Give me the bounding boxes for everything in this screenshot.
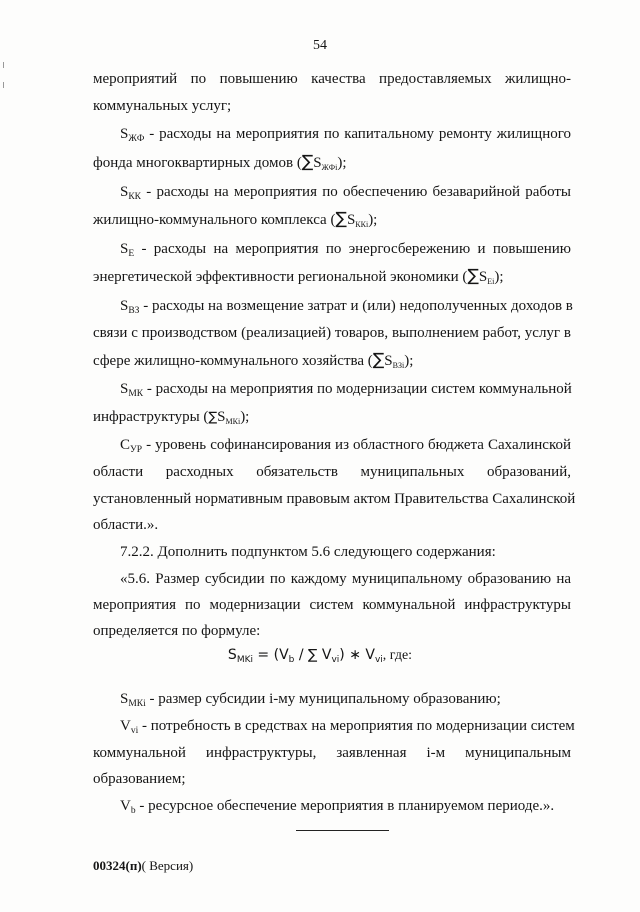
symbol: S [120,298,129,314]
sum-subscript: ККi [355,220,369,229]
definition-text: - расходы на мероприятия по энергосбережению и повышению [134,241,571,257]
definition-text: - расходы на возмещение затрат и (или) недополученных доходов в [139,298,573,314]
definition-text: - потребность в средствах на мероприятия по модернизации систем [138,718,575,734]
definition-text: ); [337,155,347,171]
formula-part: = (V [252,647,289,663]
symbol-subscript: b [130,806,136,816]
symbol: S [120,184,129,200]
symbol: С [120,437,131,453]
paragraph-5-6-cont: определяется по формуле: [93,623,261,639]
def-smk-line [120,380,571,403]
sum-symbol: ∑ [208,410,218,425]
sum-variable: S [217,409,226,425]
scan-edge-mark [3,62,4,68]
paragraph-line: мероприятий по повышению качества предоставляемых жилищно- [93,71,571,87]
definition-text: - расходы на мероприятия по капитальному ремонту жилищного [144,126,571,142]
symbol: S [120,381,129,397]
page-number: 54 [313,38,327,53]
paragraph-5-6-cont: мероприятия по модернизации систем коммунальной инфраструктуры [93,597,571,613]
def-se-cont [93,267,571,291]
sum-symbol: ∑ [467,266,479,286]
symbol-subscript: E [128,249,135,259]
symbol-subscript: ЖФ [128,134,145,144]
symbol-subscript: УР [130,445,143,455]
def-smk-cont [93,408,571,431]
symbol-subscript: ВЗ [128,306,140,316]
definition-text: ); [404,353,414,369]
definition-text: - расходы на мероприятия по обеспечению безаварийной работы [141,184,571,200]
paragraph-5-6: «5.6. Размер субсидии по каждому муниципальному образованию на [120,571,571,587]
sum-subscript: Ei [487,277,495,286]
paragraph-line: коммунальных услуг; [93,98,232,114]
definition-text: - расходы на мероприятия по модернизации систем коммунальной [143,381,572,397]
definition-text: ); [368,212,378,228]
def-szhf-line [120,125,571,148]
def-smki-line [120,690,571,713]
sum-subscript: ВЗi [392,361,405,370]
def-skk-line [120,183,571,206]
sum-symbol: ∑ [301,152,314,172]
sum-variable: S [313,155,322,171]
sum-subscript: ЖФi [321,163,338,172]
sum-variable: S [384,353,393,369]
definition-text: ); [240,409,250,425]
scan-edge-mark [3,82,4,88]
definition-text: фонда многоквартирных домов ( [93,155,302,171]
def-svz-line [120,297,571,320]
definition-text: сфере жилищно-коммунального хозяйства ( [93,353,373,369]
formula-part: S [227,647,237,663]
symbol: S [120,241,129,257]
formula-part: , где: [382,648,413,663]
symbol: V [120,718,131,734]
symbol: V [120,798,131,814]
item-7-2-2: 7.2.2. Дополнить подпунктом 5.6 следующего содержания: [120,544,496,560]
formula [0,647,640,665]
def-vvi-line [120,717,575,740]
sum-subscript: МКi [225,417,241,426]
sum-variable: S [346,212,356,228]
sum-symbol: ∑ [335,209,347,229]
formula-subscript: vi [331,655,340,665]
document-code: 00324(п) [93,858,142,873]
def-szhf-cont [93,153,571,177]
symbol-subscript: МК [128,389,144,399]
definition-text: - размер субсидии i-му муниципальному образованию; [145,691,501,707]
symbol: S [120,126,129,142]
sum-variable: S [478,269,488,285]
definition-text: - ресурсное обеспечение мероприятия в планируемом периоде.». [135,798,555,814]
def-se-line [120,240,571,263]
def-skk-cont [93,210,571,234]
def-vvi-cont: коммунальной инфраструктуры, заявленная i-м муниципальным [93,745,571,761]
symbol-subscript: КК [128,192,142,202]
def-vb-line [120,797,571,820]
document-footer [93,858,193,874]
definition-text: ); [494,269,504,285]
symbol: S [120,691,129,707]
document-version: ( Версия) [141,858,194,873]
def-cur-cont: области.». [93,517,159,533]
symbol-subscript: vi [130,726,139,736]
definition-text: энергетической эффективности региональной экономики ( [93,269,468,285]
sum-symbol: ∑ [372,350,385,370]
divider-line [296,830,389,831]
def-cur-cont: области расходных обязательств муниципальных образований, [93,464,571,480]
def-cur-line [120,436,571,459]
def-cur-cont: установленный нормативным правовым актом Правительства Сахалинской [93,491,576,507]
symbol-subscript: МКi [128,699,146,709]
formula-subscript: vi [374,655,383,665]
formula-subscript: MKi [236,655,253,665]
formula-subscript: b [288,655,295,665]
definition-text: - уровень софинансирования из областного бюджета Сахалинской [142,437,571,453]
formula-part: / ∑ V [294,647,332,663]
def-vvi-cont: образованием; [93,771,186,787]
def-svz-cont [93,351,571,375]
formula-part: ) ∗ V [339,647,375,663]
definition-text: инфраструктуры ( [93,409,209,425]
definition-text: жилищно-коммунального комплекса ( [93,212,336,228]
def-svz-cont: связи с производством (реализацией) товаров, выполнением работ, услуг в [93,325,571,341]
